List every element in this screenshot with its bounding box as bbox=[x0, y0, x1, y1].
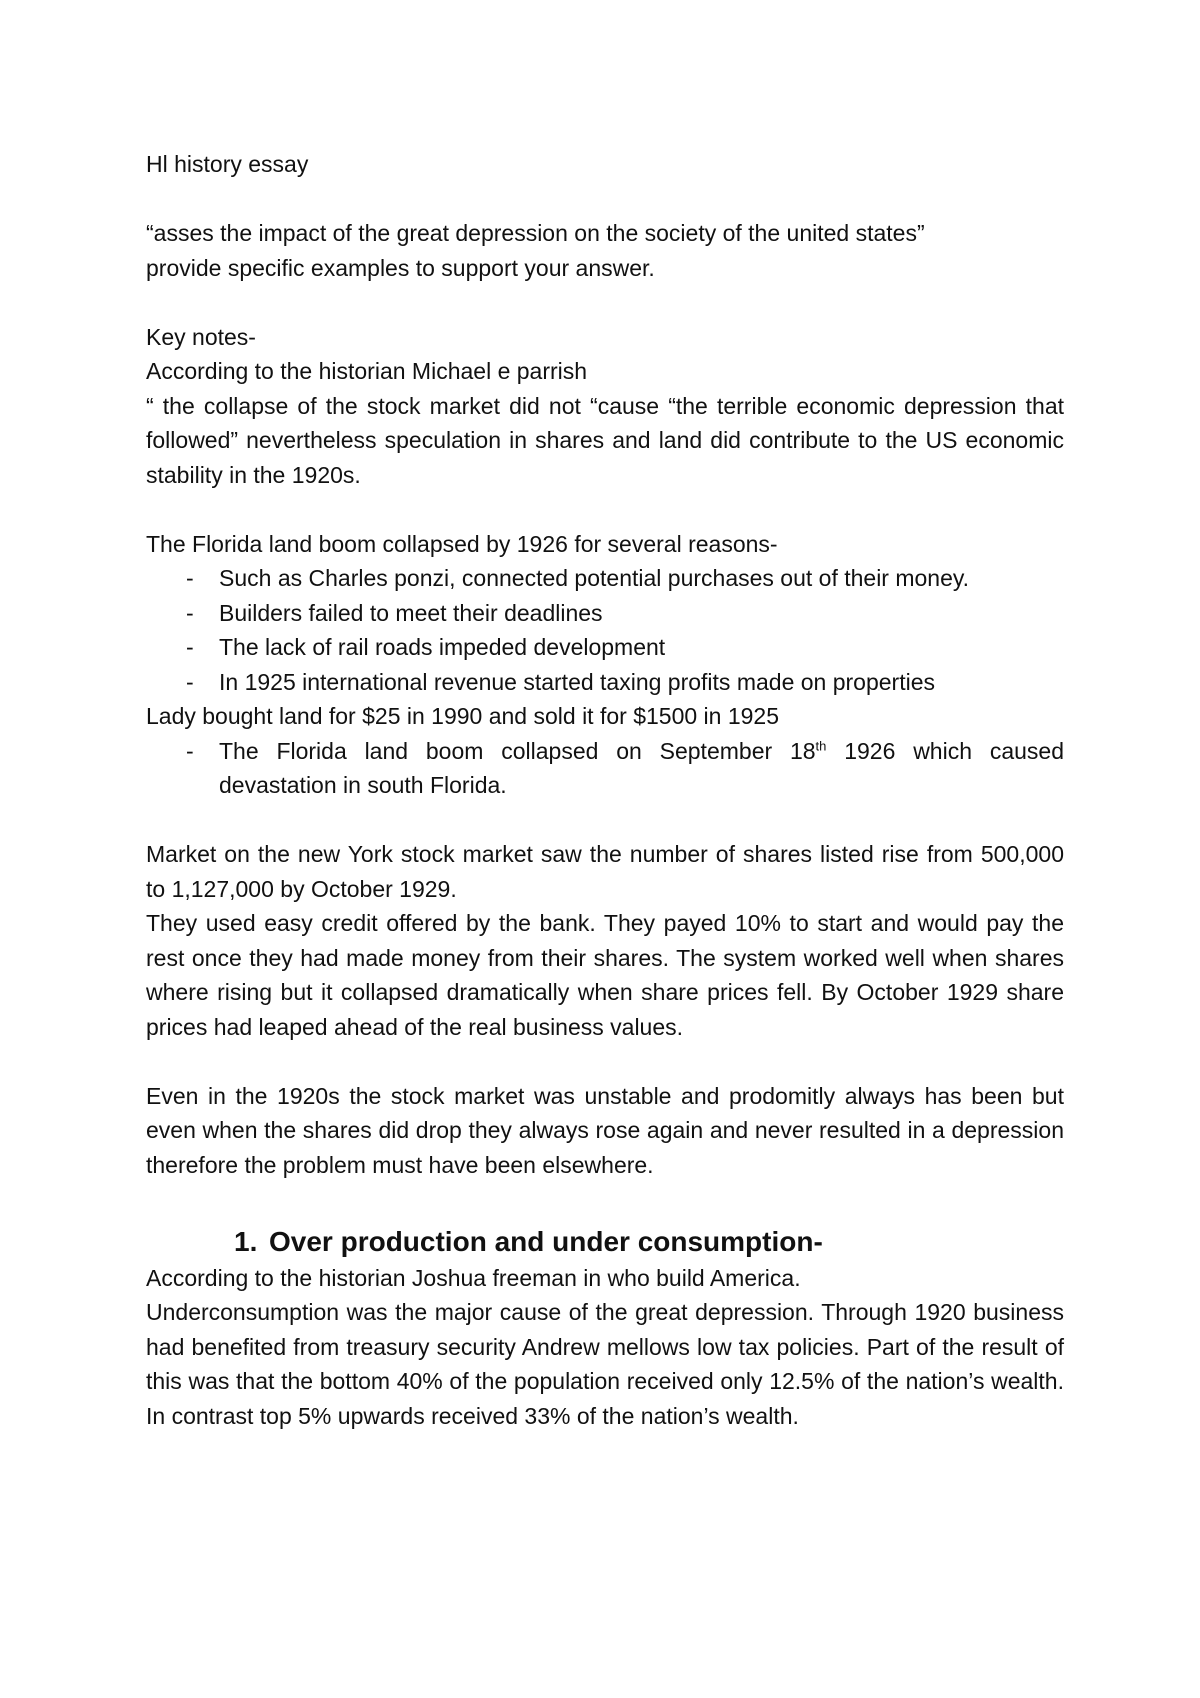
collapse-text-end: 1926 which caused devastation in south Florida. bbox=[219, 737, 1064, 798]
market-credit-paragraph: They used easy credit offered by the bank. They payed 10% to start and would pay the rest once they had made money from their shares. The system worked well when shares where rising but it collapsed dramatically when share prices fell. By October 1929 share prices had leaped ahead of the real business values. bbox=[146, 910, 1064, 1040]
key-notes-quote: “ the collapse of the stock market did not “cause “the terrible economic depression that followed” nevertheless speculation in shares and land did contribute to the US economic stability in the 1920s. bbox=[146, 392, 1064, 488]
collapse-text-start: The Florida land boom collapsed on September 18 bbox=[219, 737, 816, 764]
essay-question-line-2: provide specific examples to support your answer. bbox=[146, 254, 655, 281]
section-heading bbox=[146, 1223, 1064, 1261]
florida-intro: The Florida land boom collapsed by 1926 for several reasons- bbox=[146, 530, 778, 557]
bullet-dash: - bbox=[186, 668, 194, 695]
spacer bbox=[146, 1044, 1064, 1079]
market-shares-paragraph: Market on the new York stock market saw the number of shares listed rise from 500,000 to 1,127,000 by October 1929. bbox=[146, 841, 1064, 902]
spacer bbox=[146, 492, 1064, 527]
essay-question-line-1: “asses the impact of the great depression on the society of the united states” bbox=[146, 220, 925, 246]
bullet-dash: - bbox=[186, 634, 194, 660]
section-number: 1. bbox=[234, 1225, 258, 1257]
spacer bbox=[146, 182, 1064, 217]
essay-title: Hl history essay bbox=[146, 151, 309, 177]
florida-collapse-list bbox=[146, 734, 1064, 803]
list-item bbox=[146, 665, 1064, 700]
section-title: Over production and under consumption- bbox=[269, 1225, 823, 1257]
list-item bbox=[146, 596, 1064, 631]
florida-reasons-list bbox=[146, 561, 1064, 699]
ordinal-superscript: th bbox=[815, 737, 827, 753]
lady-land-note: Lady bought land for $25 in 1990 and sold it for $1500 in 1925 bbox=[146, 703, 779, 729]
spacer bbox=[146, 1182, 1064, 1217]
list-item-text: The lack of rail roads impeded development bbox=[219, 634, 666, 660]
list-item bbox=[146, 734, 1064, 803]
list-item-text: In 1925 international revenue started taxing profits made on properties bbox=[219, 668, 935, 695]
spacer bbox=[146, 803, 1064, 838]
list-item bbox=[146, 561, 1064, 596]
document-body bbox=[146, 147, 1064, 1433]
bullet-dash: - bbox=[186, 565, 194, 591]
spacer bbox=[146, 285, 1064, 320]
key-notes-label: Key notes- bbox=[146, 323, 256, 350]
list-item bbox=[146, 630, 1064, 665]
list-item-text: Such as Charles ponzi, connected potential purchases out of their money. bbox=[219, 565, 970, 591]
list-item-text: Builders failed to meet their deadlines bbox=[219, 599, 603, 626]
instability-paragraph: Even in the 1920s the stock market was unstable and prodomitly always has been but even when the shares did drop they always rose again and never resulted in a depression therefore the problem must have been elsewhere. bbox=[146, 1082, 1064, 1178]
bullet-dash: - bbox=[186, 737, 194, 764]
section-source: According to the historian Joshua freeman in who build America. bbox=[146, 1264, 801, 1291]
key-notes-attribution: According to the historian Michael e parrish bbox=[146, 358, 588, 384]
section-body: Underconsumption was the major cause of the great depression. Through 1920 business had benefited from treasury security Andrew mellows low tax policies. Part of the result of this was that the bottom 40% of the population received only 12.5% of the nation’s wealth. In contrast top 5% upwards received 33% of the nation’s wealth. bbox=[146, 1299, 1064, 1429]
bullet-dash: - bbox=[186, 599, 194, 626]
